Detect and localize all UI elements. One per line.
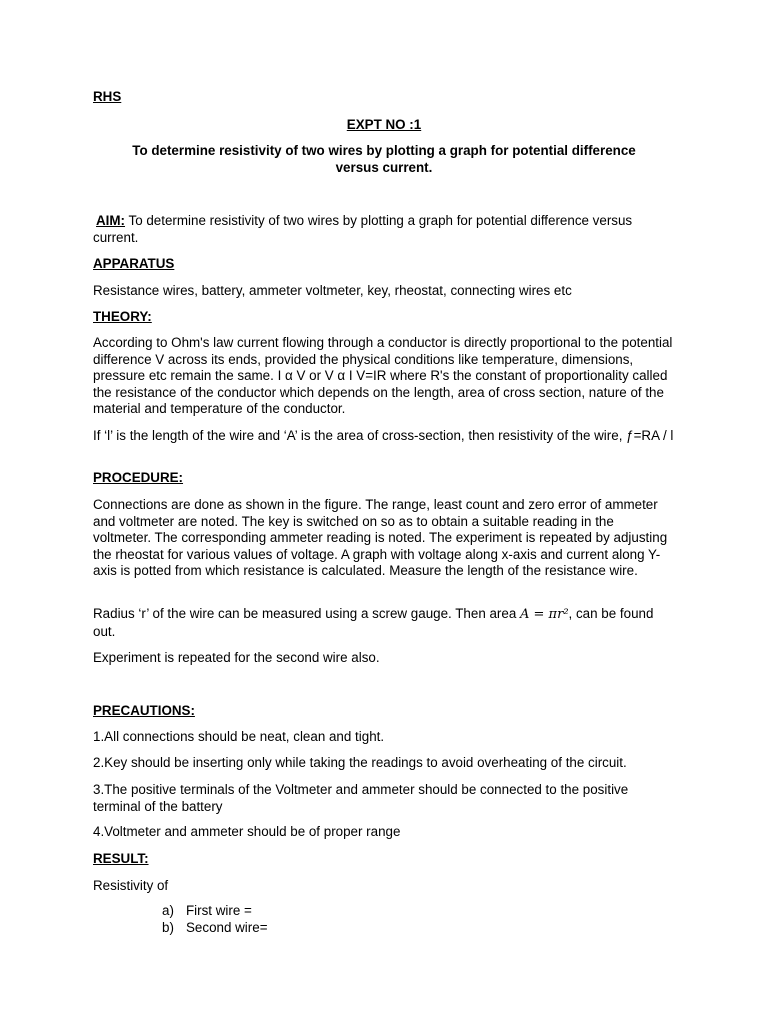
precaution-item: 2.Key should be inserting only while taking the readings to avoid overheating of the circuit. [93, 755, 627, 770]
aim-paragraph [93, 213, 675, 246]
procedure-heading: PROCEDURE: [93, 470, 184, 485]
theory-paragraph-1: According to Ohm's law current flowing through a conductor is directly proportional to the potential difference V across its ends, provided the physical conditions like temperature, dimensions, pressure etc remain the same. I α V or V α I V=IR where R's the constant of proportionality called the resistance of the conductor which depends on the length, area of cross section, nature of the material and temperature of the conductor. [93, 335, 673, 417]
document-title: To determine resistivity of two wires by plotting a graph for potential difference versus current. [132, 143, 636, 175]
procedure-paragraph-1: Connections are done as shown in the figure. The range, least count and zero error of ammeter and voltmeter are noted. The key is switched on so as to obtain a suitable reading in the voltmeter. The corresponding ammeter reading is noted. The experiment is repeated by adjusting the rheostat for various values of voltage. A graph with voltage along x-axis and current along Y-axis is potted from which resistance is calculated. Measure the length of the resistance wire. [93, 497, 668, 579]
result-list-item [162, 903, 252, 920]
theory-paragraph-2: If ‘l’ is the length of the wire and ‘A’ is the area of cross-section, then resistivity of the wire, ƒ=RA / l [93, 428, 674, 443]
apparatus-text: Resistance wires, battery, ammeter voltmeter, key, rheostat, connecting wires etc [93, 283, 572, 298]
aim-text: To determine resistivity of two wires by plotting a graph for potential difference versus current. [93, 213, 633, 245]
result-list-item [162, 920, 268, 937]
list-item-text: Second wire= [186, 920, 268, 935]
list-marker: b) [162, 920, 174, 935]
apparatus-heading: APPARATUS [93, 256, 175, 271]
area-formula: A = πr² [520, 607, 569, 622]
procedure-paragraph-3: Experiment is repeated for the second wire also. [93, 650, 380, 665]
header-tag: RHS [93, 89, 122, 104]
procedure-paragraph-2-end: , can be found out. [93, 606, 654, 639]
precaution-item: 3.The positive terminals of the Voltmeter and ammeter should be connected to the positive terminal of the battery [93, 782, 629, 814]
precautions-heading: PRECAUTIONS: [93, 703, 195, 718]
procedure-paragraph-2 [93, 606, 675, 640]
experiment-number: EXPT NO :1 [346, 117, 422, 132]
aim-label: AIM: [96, 213, 126, 228]
result-heading: RESULT: [93, 851, 149, 866]
list-marker: a) [162, 903, 174, 918]
precaution-item: 1.All connections should be neat, clean and tight. [93, 729, 385, 744]
list-item-text: First wire = [186, 903, 252, 918]
precaution-item: 4.Voltmeter and ammeter should be of proper range [93, 824, 401, 839]
theory-heading: THEORY: [93, 309, 152, 324]
procedure-paragraph-2-start: Radius ‘r’ of the wire can be measured using a screw gauge. Then area [93, 606, 521, 621]
result-intro: Resistivity of [93, 878, 169, 893]
